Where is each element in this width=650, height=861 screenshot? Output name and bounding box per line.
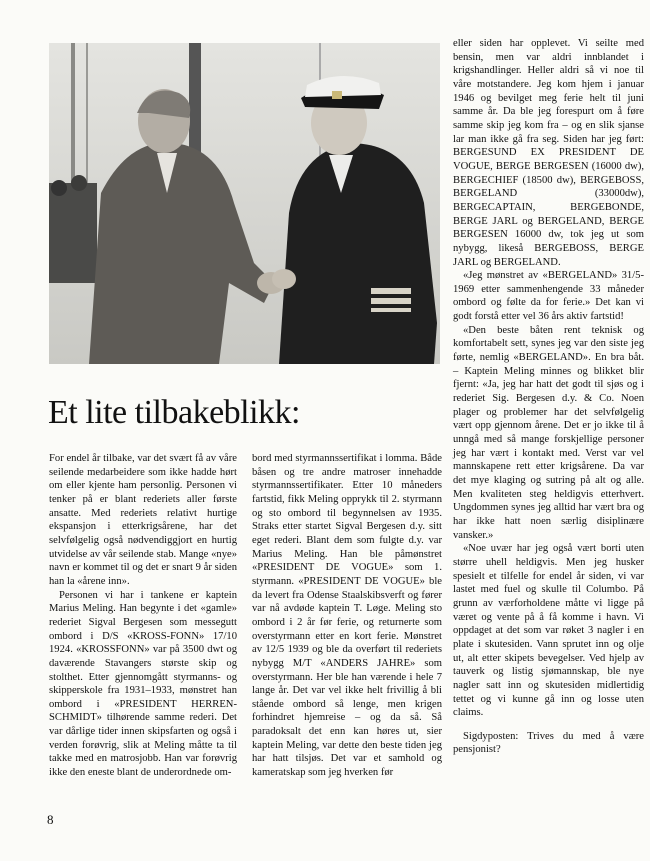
paragraph: «Den beste båten rent teknisk og komfortabelt sett, synes jeg var den siste jeg førte, nemlig «BERGELAND». En bra båt. – Kaptein Meling minnes og blikket blir fjernt: «Ja, jeg har hatt det godt til sjøs og i rederiet Sig. Bergesen d.y. & Co. Noen plager og problemer har det selvfølgelig vært opp gjennom årene. Det er jo ikke til å unngå med så mange forskjellige personer jeg har vært i kontakt med. Verst var vel mannskapene rett etter krigsårene. Da var det mye klaging og sutring på alt og alle. Men kvaliteten steg heldigvis etterhvert. Ungdommen synes jeg alltid har vært bra og har ikke hatt noen særlig disiplinære vansker.» bbox=[453, 324, 644, 541]
paragraph: Personen vi har i tankene er kaptein Marius Meling. Han begynte i det «gamle» rederiet Sigval Bergesen som messegutt ombord i D/S «KROSS-FONN» 17/10 1924. «KROSSFONN» var på 3500 dwt og daværende Stavangers største skip og stolthet. Etter gjennomgått styrmanns- og skipperskole fra 1931–1933, mønstret han ombord i «PRESIDENT HERREN-SCHMIDT» tilhørende samme rederi. Det var dårlige tider innen skipsfarten og også i verden forøvrig, slik at Meling måtte ta til takke med en matrosjobb. Han var forøvrig ikke den eneste blant de underordnede om- bbox=[49, 589, 237, 779]
photo-illustration bbox=[49, 43, 440, 364]
paragraph: «Jeg mønstret av «BERGELAND» 31/5-1969 etter sammenhengende 33 måneder ombord og følte da for ferie.» Det kan vi godt forstå etter vel 36 års aktiv fartstid! bbox=[453, 270, 644, 323]
paragraph: Sigdyposten: Trives du med å være pensjonist? bbox=[453, 730, 644, 756]
paragraph: For endel år tilbake, var det svært få av våre seilende medarbeidere som ikke hadde hørt om eller kjente ham personlig. Personen vi tenker på er blant rederiets aller første ansatte. Med rederiets relativt hurtige ekspansjon i etterkrigsårene, har det selvfølgelig også nødvendiggjort en hurtig utvidelse av vår seilende stab. Mange «nye» navn er kommet til og det er snart 9 år siden han la «årene inn». bbox=[49, 453, 237, 587]
paragraph: eller siden har opplevet. Vi seilte med bensin, men var aldri innblandet i krigshandlinger. Heller aldri så vi noe til våre motstandere. Jeg kom hjem i januar 1946 og bevilget meg ferie helt til juni samme år. Da ble jeg forespurt om å føre samme skip jeg kom fra – og en slik sjanse lar man ikke gå fra seg. Siden har jeg ført: BERGESUND EX PRESIDENT DE VOGUE, BERGE BERGESEN (16000 dw), BERGECHIEF (18500 dw), BERGEBOSS, BERGELAND (33000dw), BERGECAPTAIN, BERGEBONDE, BERGE JARL og BERGELAND, BERGE BERGESEN 16000 dw, tok jeg ut som nybygg, likeså BERGEBOSS, BERGE JARL og BERGELAND. bbox=[453, 38, 644, 268]
article-column-1 bbox=[49, 452, 237, 780]
paragraph: «Noe uvær har jeg også vært borti uten større uhell heldigvis. Men jeg husker spesielt et tilfelle for endel år siden, vi var lastet med fuel og skulle til Columbo. På grunn av værforholdene måtte vi ligge på været og vente på å få komme i havn. Vi oppdaget at det som var røket 3 nagler i en plate i skutesiden. Vann sprutet inn og olje ut, alt etter skipets bevegelser. Ved hjelp av tauverk og listig sjømannskap, ble nye nagler satt inn og skutesiden midlertidig tettet og vi kunne gå inn og losse uten claims. bbox=[453, 543, 644, 719]
paragraph: bord med styrmannssertifikat i lomma. Både båsen og tre andre matroser innehadde styrmannssertifikater. Etter 10 måneders fartstid, fikk Meling opprykk til 2. styrmann og sto ombord til begynnelsen av 1935. Straks etter startet Sigval Bergesen d.y. sitt eget rederi. Blant dem som fulgte d.y. var Marius Meling. Han ble påmønstret «PRESIDENT DE VOGUE» som 1. styrmann. «PRESIDENT DE VOGUE» ble da levert fra Odense Staalskibsverft og fører var nå avdøde kaptein T. Løge. Meling sto ombord i 2 år før ferie, og returnerte som overstyrmann etter en kort ferie. Mønstret av 12/5 1939 og ble da overført til rederiets nybygg M/T «ANDERS JAHRE» som overstyrmann. Her ble han værende i hele 7 lange år. Det var vel ikke helt frivillig å bli stående ombord så lenge, men krigen forhindret hjemreise – og da så. Så paradoksalt det enn kan høres ut, sier kaptein Meling, var dette den beste tiden jeg har hatt tilsjøs. Det var et samhold og kameratskap som jeg hverken før bbox=[252, 453, 442, 779]
page-number: 8 bbox=[47, 812, 54, 827]
handshake-photo bbox=[49, 43, 440, 364]
article-headline: Et lite tilbakeblikk: bbox=[48, 394, 301, 431]
article-column-2 bbox=[252, 452, 442, 780]
article-column-3 bbox=[453, 37, 644, 757]
